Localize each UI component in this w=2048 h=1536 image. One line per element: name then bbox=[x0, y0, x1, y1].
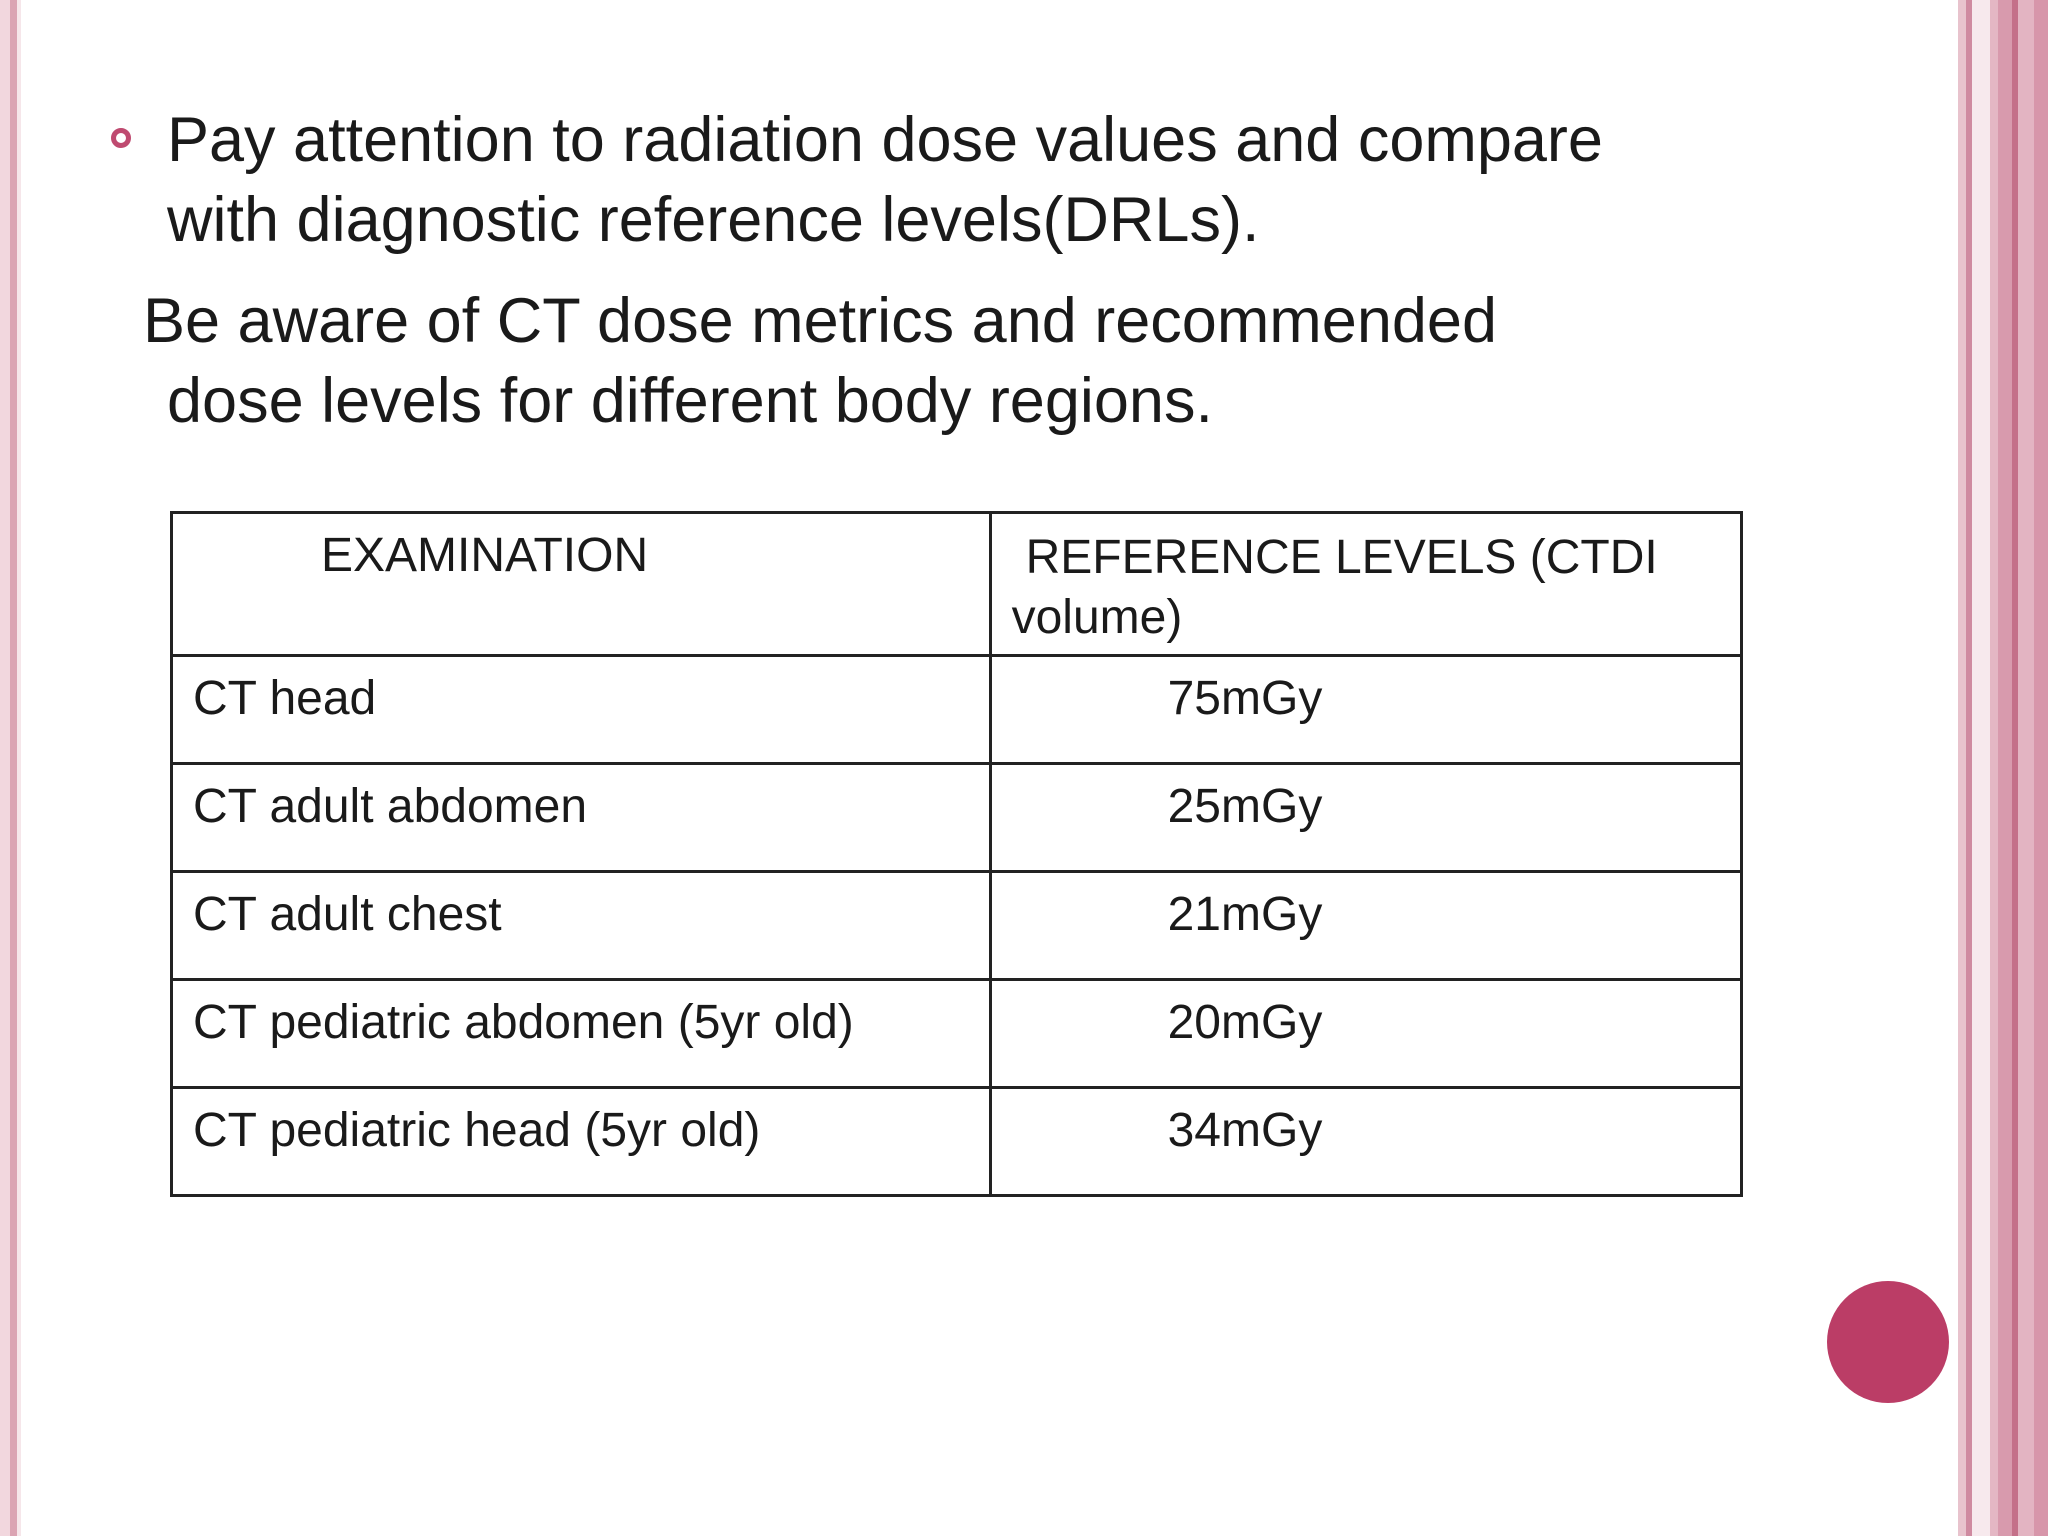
bullet-text bbox=[167, 100, 1767, 260]
exam-name: CT adult chest bbox=[193, 888, 502, 941]
right-border-stripe bbox=[2018, 0, 2034, 1536]
reference-level: 25mGy bbox=[1167, 780, 1323, 833]
right-border-stripe bbox=[1958, 0, 1966, 1536]
table-cell bbox=[990, 1088, 1741, 1196]
table-row bbox=[172, 764, 1742, 872]
table-header-cell bbox=[990, 513, 1741, 656]
table-row bbox=[172, 1088, 1742, 1196]
table-cell bbox=[172, 656, 991, 764]
exam-name: CT pediatric head (5yr old) bbox=[193, 1104, 761, 1157]
right-border-stripe bbox=[1972, 0, 1990, 1536]
exam-name: CT adult abdomen bbox=[193, 780, 588, 833]
table-cell bbox=[990, 764, 1741, 872]
accent-circle bbox=[1827, 1281, 1949, 1403]
exam-name: CT pediatric abdomen (5yr old) bbox=[193, 996, 854, 1049]
table-cell bbox=[172, 872, 991, 980]
table-row bbox=[172, 872, 1742, 980]
table-header-row bbox=[172, 513, 1742, 656]
reference-level: 21mGy bbox=[1167, 888, 1323, 941]
left-border-stripe bbox=[17, 0, 21, 1536]
table-header-cell bbox=[172, 513, 991, 656]
table-row bbox=[172, 656, 1742, 764]
body-paragraph bbox=[143, 281, 1743, 441]
reference-level: 34mGy bbox=[1167, 1104, 1323, 1157]
bullet-text-line: Pay attention to radiation dose values and compare bbox=[167, 105, 1603, 175]
exam-name: CT head bbox=[193, 672, 377, 725]
right-border-stripe bbox=[1998, 0, 2012, 1536]
table-cell bbox=[172, 1088, 991, 1196]
bullet-circle-icon bbox=[111, 128, 131, 148]
paragraph-line: dose levels for different body regions. bbox=[167, 366, 1213, 436]
reference-level: 75mGy bbox=[1167, 672, 1323, 725]
table-cell bbox=[990, 656, 1741, 764]
right-border-stripe bbox=[1990, 0, 1998, 1536]
table-cell bbox=[990, 980, 1741, 1088]
left-border-stripe bbox=[10, 0, 17, 1536]
right-border-stripe bbox=[2034, 0, 2048, 1536]
bullet-text-line: with diagnostic reference levels(DRLs). bbox=[167, 185, 1260, 255]
left-border-stripe bbox=[0, 0, 10, 1536]
paragraph-line: Be aware of CT dose metrics and recommended bbox=[143, 286, 1497, 356]
reference-levels-table bbox=[170, 511, 1743, 1197]
table-cell bbox=[172, 764, 991, 872]
table-cell bbox=[990, 872, 1741, 980]
table-cell bbox=[172, 980, 991, 1088]
header-examination: EXAMINATION bbox=[321, 529, 649, 582]
reference-level: 20mGy bbox=[1167, 996, 1323, 1049]
table-row bbox=[172, 980, 1742, 1088]
header-reference-levels: REFERENCE LEVELS (CTDI volume) bbox=[1011, 531, 1658, 644]
